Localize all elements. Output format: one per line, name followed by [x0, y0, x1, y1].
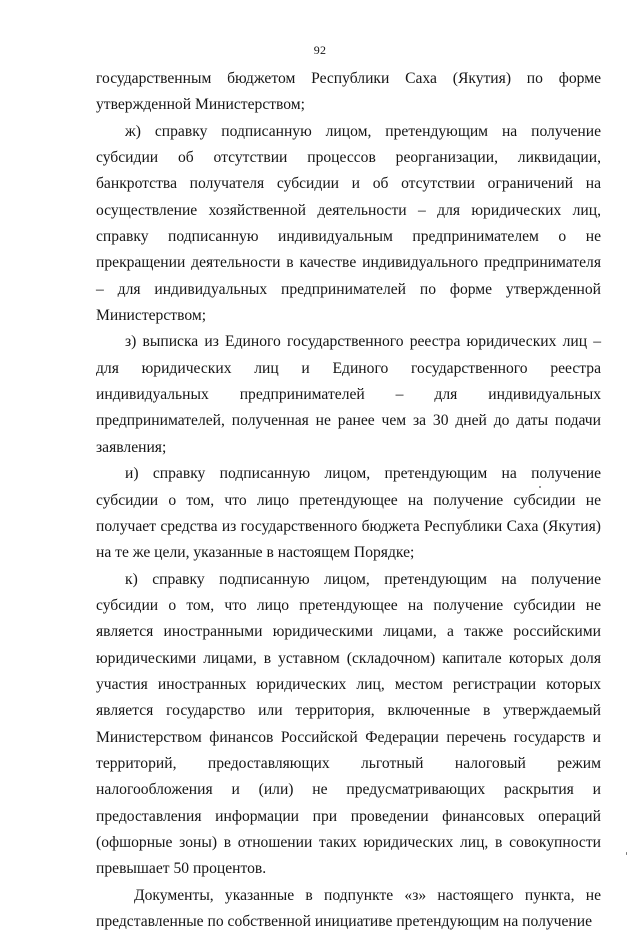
document-body [96, 66, 601, 935]
paragraph-continuation: государственным бюджетом Республики Саха (Якутия) по форме утвержденной Министерством; [96, 70, 601, 114]
scan-speck [626, 852, 627, 855]
scan-speck [539, 486, 541, 488]
paragraph-documents: Документы, указанные в подпункте «з» настоящего пункта, не представленные по собственной инициативе претендующим на получение [96, 886, 601, 930]
paragraph-item-z: з) выписка из Единого государственного реестра юридических лиц – для юридических лиц и Единого государственного реестра индивидуальных предпринимателей – для индивидуальных предпринимателей, полученная не ранее чем за 30 дней до даты подачи заявления; [96, 333, 601, 456]
paragraph-item-k: к) справку подписанную лицом, претендующим на получение субсидии о том, что лицо претендующее на получение субсидии не является иностранными юридическими лицами, а также российскими юридическими лицами, в уставном (складочном) капитале которых доля участия иностранных юридических лиц, местом регистрации которых является государство или территория, включенные в утверждаемый Министерством финансов Российской Федерации перечень государств и территорий, предоставляющих льготный налоговый режим налогообложения и (или) не предусматривающих раскрытия и предоставления информации при проведении финансовых операций (офшорные зоны) в отношении таких юридических лиц, в совокупности превышает 50 процентов. [96, 570, 601, 878]
page-number: 92 [313, 43, 327, 57]
paragraph-item-zh: ж) справку подписанную лицом, претендующим на получение субсидии об отсутствии процессов реорганизации, ликвидации, банкротства получателя субсидии и об отсутствии ограничений на осуществление хозяйственной деятельности – для юридических лиц, справку подписанную индивидуальным предпринимателем о не прекращении деятельности в качестве индивидуального предпринимателя – для индивидуальных предпринимателей по форме утвержденной Министерством; [96, 122, 601, 325]
paragraph-item-i: и) справку подписанную лицом, претендующим на получение субсидии о том, что лицо претендующее на получение субсидии не получает средства из государственного бюджета Республики Саха (Якутия) на те же цели, указанные в настоящем Порядке; [96, 465, 601, 562]
